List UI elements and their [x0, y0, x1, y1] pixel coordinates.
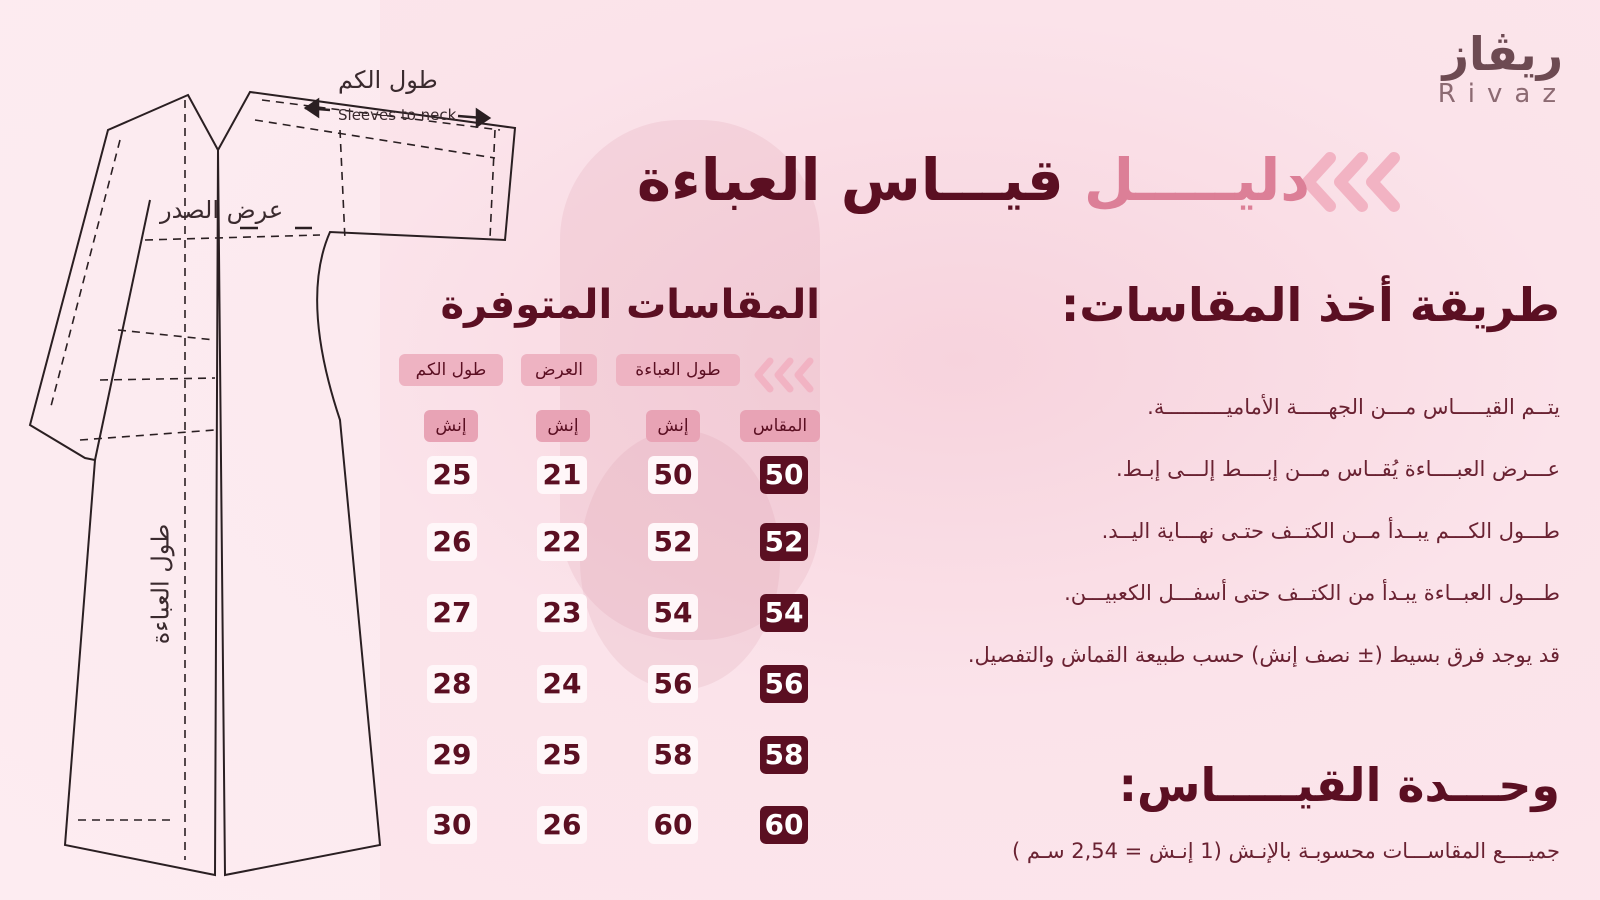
length-cell: 58 [648, 736, 698, 774]
size-cell: 56 [760, 665, 808, 703]
sleeve-cell: 25 [427, 456, 477, 494]
size-cell: 50 [760, 456, 808, 494]
method-line: طـــول الكـــم يبــدأ مــن الكتــف حتـى نهـــاية اليــد. [1101, 519, 1560, 543]
length-cell: 52 [648, 523, 698, 561]
method-line: يتــم القيـــــاس مـــن الجهـــــة الأماميــــــــــة. [1147, 395, 1560, 419]
col-header-width: العرض [521, 354, 597, 386]
sleeve-cell: 30 [427, 806, 477, 844]
width-cell: 23 [537, 594, 587, 632]
length-cell: 56 [648, 665, 698, 703]
abaya-length-label: طول العباءة [146, 523, 175, 645]
chevrons-icon [752, 355, 822, 395]
unit-chip: إنش [424, 410, 478, 442]
brand-name-en: Rivaz [1437, 79, 1568, 109]
page-title [590, 140, 1310, 220]
sleeve-cell: 27 [427, 594, 477, 632]
length-cell: 50 [648, 456, 698, 494]
chevrons-icon [1300, 150, 1420, 214]
width-cell: 21 [537, 456, 587, 494]
col-header-sleeve: طول الكم [399, 354, 503, 386]
method-line: عـــرض العبــــاءة يُقــاس مـــن إبــــط إلـــى إبـط. [1116, 457, 1560, 481]
sleeve-cell: 29 [427, 736, 477, 774]
unit-heading: وحـــدة القيـــــاس: [1118, 758, 1560, 812]
size-cell: 54 [760, 594, 808, 632]
title-part-accent: دليـــــل [1083, 146, 1310, 214]
method-heading: طريقة أخذ المقاسات: [1060, 278, 1560, 332]
size-cell: 52 [760, 523, 808, 561]
title-part-main: قيـــاس العباءة [636, 146, 1064, 214]
col-header-length: طول العباءة [616, 354, 740, 386]
width-cell: 26 [537, 806, 587, 844]
width-cell: 25 [537, 736, 587, 774]
sleeve-cell: 28 [427, 665, 477, 703]
width-cell: 24 [537, 665, 587, 703]
method-line: قد يوجد فرق بسيط (± نصف إنش) حسب طبيعة القماش والتفصيل. [967, 643, 1560, 667]
unit-note: جميــــع المقاســـات محسوبـة بالإنـش (1 إنـش = 2,54 سـم ) [1011, 839, 1560, 863]
width-cell: 22 [537, 523, 587, 561]
unit-chip: إنش [536, 410, 590, 442]
method-line: طـــول العبــاءة يبـدأ من الكتــف حتى أسفـــل الكعبيـــن. [1064, 581, 1560, 605]
sleeve-length-label: طول الكم [338, 66, 438, 94]
sizes-heading: المقاسات المتوفرة [440, 282, 820, 328]
size-cell: 60 [760, 806, 808, 844]
col-header-size: المقاس [740, 410, 820, 442]
brand-name-ar: ريڤاز [1442, 27, 1564, 81]
chest-width-label: عرض الصدر [160, 196, 284, 224]
length-cell: 54 [648, 594, 698, 632]
brand-logo [1438, 28, 1568, 108]
sleeve-cell: 26 [427, 523, 477, 561]
unit-chip: إنش [646, 410, 700, 442]
sleeve-length-label-en: Sleeves to neck [338, 106, 457, 124]
length-cell: 60 [648, 806, 698, 844]
size-cell: 58 [760, 736, 808, 774]
instructions-section [860, 270, 1560, 882]
